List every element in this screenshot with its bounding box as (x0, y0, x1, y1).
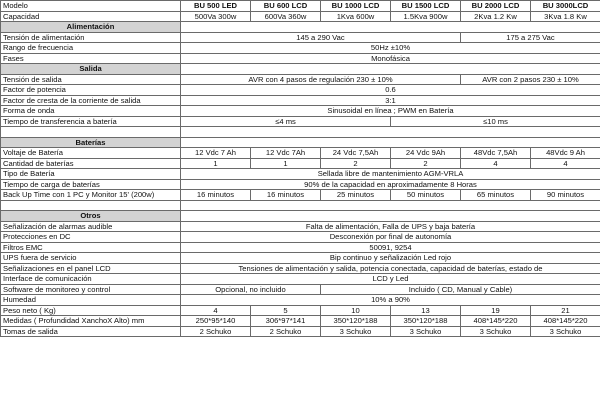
row-label: Factor de potencia (1, 85, 181, 96)
cell-value: 24 Vdc 9Ah (391, 148, 461, 159)
cell-value: 13 (391, 305, 461, 316)
row-label: Tomas de salida (1, 326, 181, 337)
row-label: Rango de frecuencia (1, 43, 181, 54)
cell-value: 3 Schuko (531, 326, 600, 337)
voltaje-bateria-row (1, 148, 600, 159)
cell-value: 1 (181, 158, 251, 169)
row-label: Tiempo de transferencia a batería (1, 116, 181, 127)
interfaz-row (1, 274, 600, 285)
capacidad-row (1, 11, 600, 22)
cell-value: Falta de alimentación, Falla de UPS y baja batería (181, 221, 600, 232)
fuera-servicio-row (1, 253, 600, 264)
row-label: Cantidad de baterías (1, 158, 181, 169)
section-title: Baterías (1, 137, 181, 148)
cell-value: ≤4 ms (181, 116, 391, 127)
section-title: Salida (1, 64, 181, 75)
cell-value: 12 Vdc 7 Ah (181, 148, 251, 159)
cell-value: 2Kva 1.2 Kw (461, 11, 531, 22)
cell-value: 25 minutos (321, 190, 391, 201)
cell-value: Bip continuo y señalización Led rojo (181, 253, 600, 264)
factor-potencia-row (1, 85, 600, 96)
cell-value: 50091, 9254 (181, 242, 600, 253)
row-label: Factor de cresta de la corriente de salida (1, 95, 181, 106)
cell-value: 12 Vdc 7Ah (251, 148, 321, 159)
panel-lcd-row (1, 263, 600, 274)
model-name: BU 600 LCD (251, 1, 321, 12)
spacer-cell (1, 127, 181, 138)
tiempo-carga-row (1, 179, 600, 190)
section-blank (181, 22, 600, 33)
row-label: Forma de onda (1, 106, 181, 117)
cell-value: 19 (461, 305, 531, 316)
row-label: Humedad (1, 295, 181, 306)
row-label: Tensión de alimentación (1, 32, 181, 43)
cell-value: 16 minutos (251, 190, 321, 201)
cell-value: ≤10 ms (391, 116, 600, 127)
tension-salida-row (1, 74, 600, 85)
cell-value: 48Vdc 7,5Ah (461, 148, 531, 159)
section-otros (1, 211, 600, 222)
cantidad-baterias-row (1, 158, 600, 169)
cell-value: 4 (181, 305, 251, 316)
cell-value: AVR con 4 pasos de regulación 230 ± 10% (181, 74, 461, 85)
section-title: Alimentación (1, 22, 181, 33)
section-salida (1, 64, 600, 75)
row-label: UPS fuera de servicio (1, 253, 181, 264)
model-name: BU 1000 LCD (321, 1, 391, 12)
cell-value: 50 minutos (391, 190, 461, 201)
fases-row (1, 53, 600, 64)
humedad-row (1, 295, 600, 306)
cell-value: 4 (531, 158, 600, 169)
model-name: BU 2000 LCD (461, 1, 531, 12)
medidas-row (1, 316, 600, 327)
cell-value: 10 (321, 305, 391, 316)
frecuencia-row (1, 43, 600, 54)
cell-value: 21 (531, 305, 600, 316)
model-name: BU 500 LED (181, 1, 251, 12)
cell-value: Desconexión por final de autonomía (181, 232, 600, 243)
spacer-cell (181, 200, 600, 211)
row-label: Fases (1, 53, 181, 64)
model-header-row (1, 1, 600, 12)
cell-value: 1 (251, 158, 321, 169)
cell-value: 350*120*188 (391, 316, 461, 327)
cell-value: 250*95*140 (181, 316, 251, 327)
backup-time-row (1, 190, 600, 201)
row-label: Voltaje de Batería (1, 148, 181, 159)
row-label: Peso neto ( Kg) (1, 305, 181, 316)
cell-value: Monofásica (181, 53, 600, 64)
protecciones-row (1, 232, 600, 243)
cell-value: 90 minutos (531, 190, 600, 201)
tension-alimentacion-row (1, 32, 600, 43)
cell-value: 408*145*220 (461, 316, 531, 327)
forma-onda-row (1, 106, 600, 117)
row-label: Señalización de alarmas audible (1, 221, 181, 232)
cell-value: 50Hz ±10% (181, 43, 600, 54)
cell-value: 10% a 90% (181, 295, 600, 306)
row-label: Software de monitoreo y control (1, 284, 181, 295)
spacer-cell (181, 127, 600, 138)
cell-value: 3 Schuko (391, 326, 461, 337)
row-label: Tensión de salida (1, 74, 181, 85)
section-alimentacion (1, 22, 600, 33)
spacer-cell (1, 200, 181, 211)
cell-value: 3 Schuko (321, 326, 391, 337)
row-label: Capacidad (1, 11, 181, 22)
cell-value: 175 a 275 Vac (461, 32, 600, 43)
section-blank (181, 64, 600, 75)
model-name: BU 3000LCD (531, 1, 600, 12)
cell-value: 350*120*188 (321, 316, 391, 327)
cell-value: AVR con 2 pasos 230 ± 10% (461, 74, 600, 85)
transferencia-row (1, 116, 600, 127)
software-row (1, 284, 600, 295)
cell-value: 90% de la capacidad en aproximadamente 8 Horas (181, 179, 600, 190)
factor-cresta-row (1, 95, 600, 106)
section-baterias (1, 137, 600, 148)
row-label: Modelo (1, 1, 181, 12)
cell-value: 1Kva 600w (321, 11, 391, 22)
cell-value: 65 minutos (461, 190, 531, 201)
row-label: Señalizaciones en el panel LCD (1, 263, 181, 274)
row-label: Protecciones en DC (1, 232, 181, 243)
section-blank (181, 211, 600, 222)
cell-value: 306*97*141 (251, 316, 321, 327)
spacer-row (1, 200, 600, 211)
tipo-bateria-row (1, 169, 600, 180)
cell-value: 1.5Kva 900w (391, 11, 461, 22)
cell-value: 3 Schuko (461, 326, 531, 337)
cell-value: Tensiones de alimentación y salida, potencia conectada, capacidad de baterías, estado de (181, 263, 600, 274)
cell-value: 24 Vdc 7,5Ah (321, 148, 391, 159)
model-name: BU 1500 LCD (391, 1, 461, 12)
cell-value: Incluido ( CD, Manual y Cable) (321, 284, 600, 295)
row-label: Back Up Time con 1 PC y Monitor 15' (200w) (1, 190, 181, 201)
row-label: Filtros EMC (1, 242, 181, 253)
section-blank (181, 137, 600, 148)
cell-value: 0.6 (181, 85, 600, 96)
cell-value: Sinusoidal en línea ; PWM en Batería (181, 106, 600, 117)
cell-value: 145 a 290 Vac (181, 32, 461, 43)
section-title: Otros (1, 211, 181, 222)
row-label: Interface de comunicación (1, 274, 181, 285)
cell-value: 2 Schuko (251, 326, 321, 337)
spacer-row (1, 127, 600, 138)
cell-value: 2 (321, 158, 391, 169)
cell-value: 4 (461, 158, 531, 169)
cell-value: Opcional, no incluido (181, 284, 321, 295)
cell-value: 600Va 360w (251, 11, 321, 22)
cell-value: 2 Schuko (181, 326, 251, 337)
cell-value: Sellada libre de mantenimiento AGM-VRLA (181, 169, 600, 180)
filtros-emc-row (1, 242, 600, 253)
cell-value: LCD y Led (181, 274, 600, 285)
cell-value: 5 (251, 305, 321, 316)
cell-value: 408*145*220 (531, 316, 600, 327)
tomas-row (1, 326, 600, 337)
row-label: Tipo de Batería (1, 169, 181, 180)
cell-value: 3:1 (181, 95, 600, 106)
row-label: Medidas ( Profundidad XanchoX Alto) mm (1, 316, 181, 327)
row-label: Tiempo de carga de baterías (1, 179, 181, 190)
cell-value: 2 (391, 158, 461, 169)
cell-value: 16 minutos (181, 190, 251, 201)
cell-value: 3Kva 1.8 Kw (531, 11, 600, 22)
cell-value: 500Va 300w (181, 11, 251, 22)
cell-value: 48Vdc 9 Ah (531, 148, 600, 159)
alarmas-row (1, 221, 600, 232)
peso-row (1, 305, 600, 316)
